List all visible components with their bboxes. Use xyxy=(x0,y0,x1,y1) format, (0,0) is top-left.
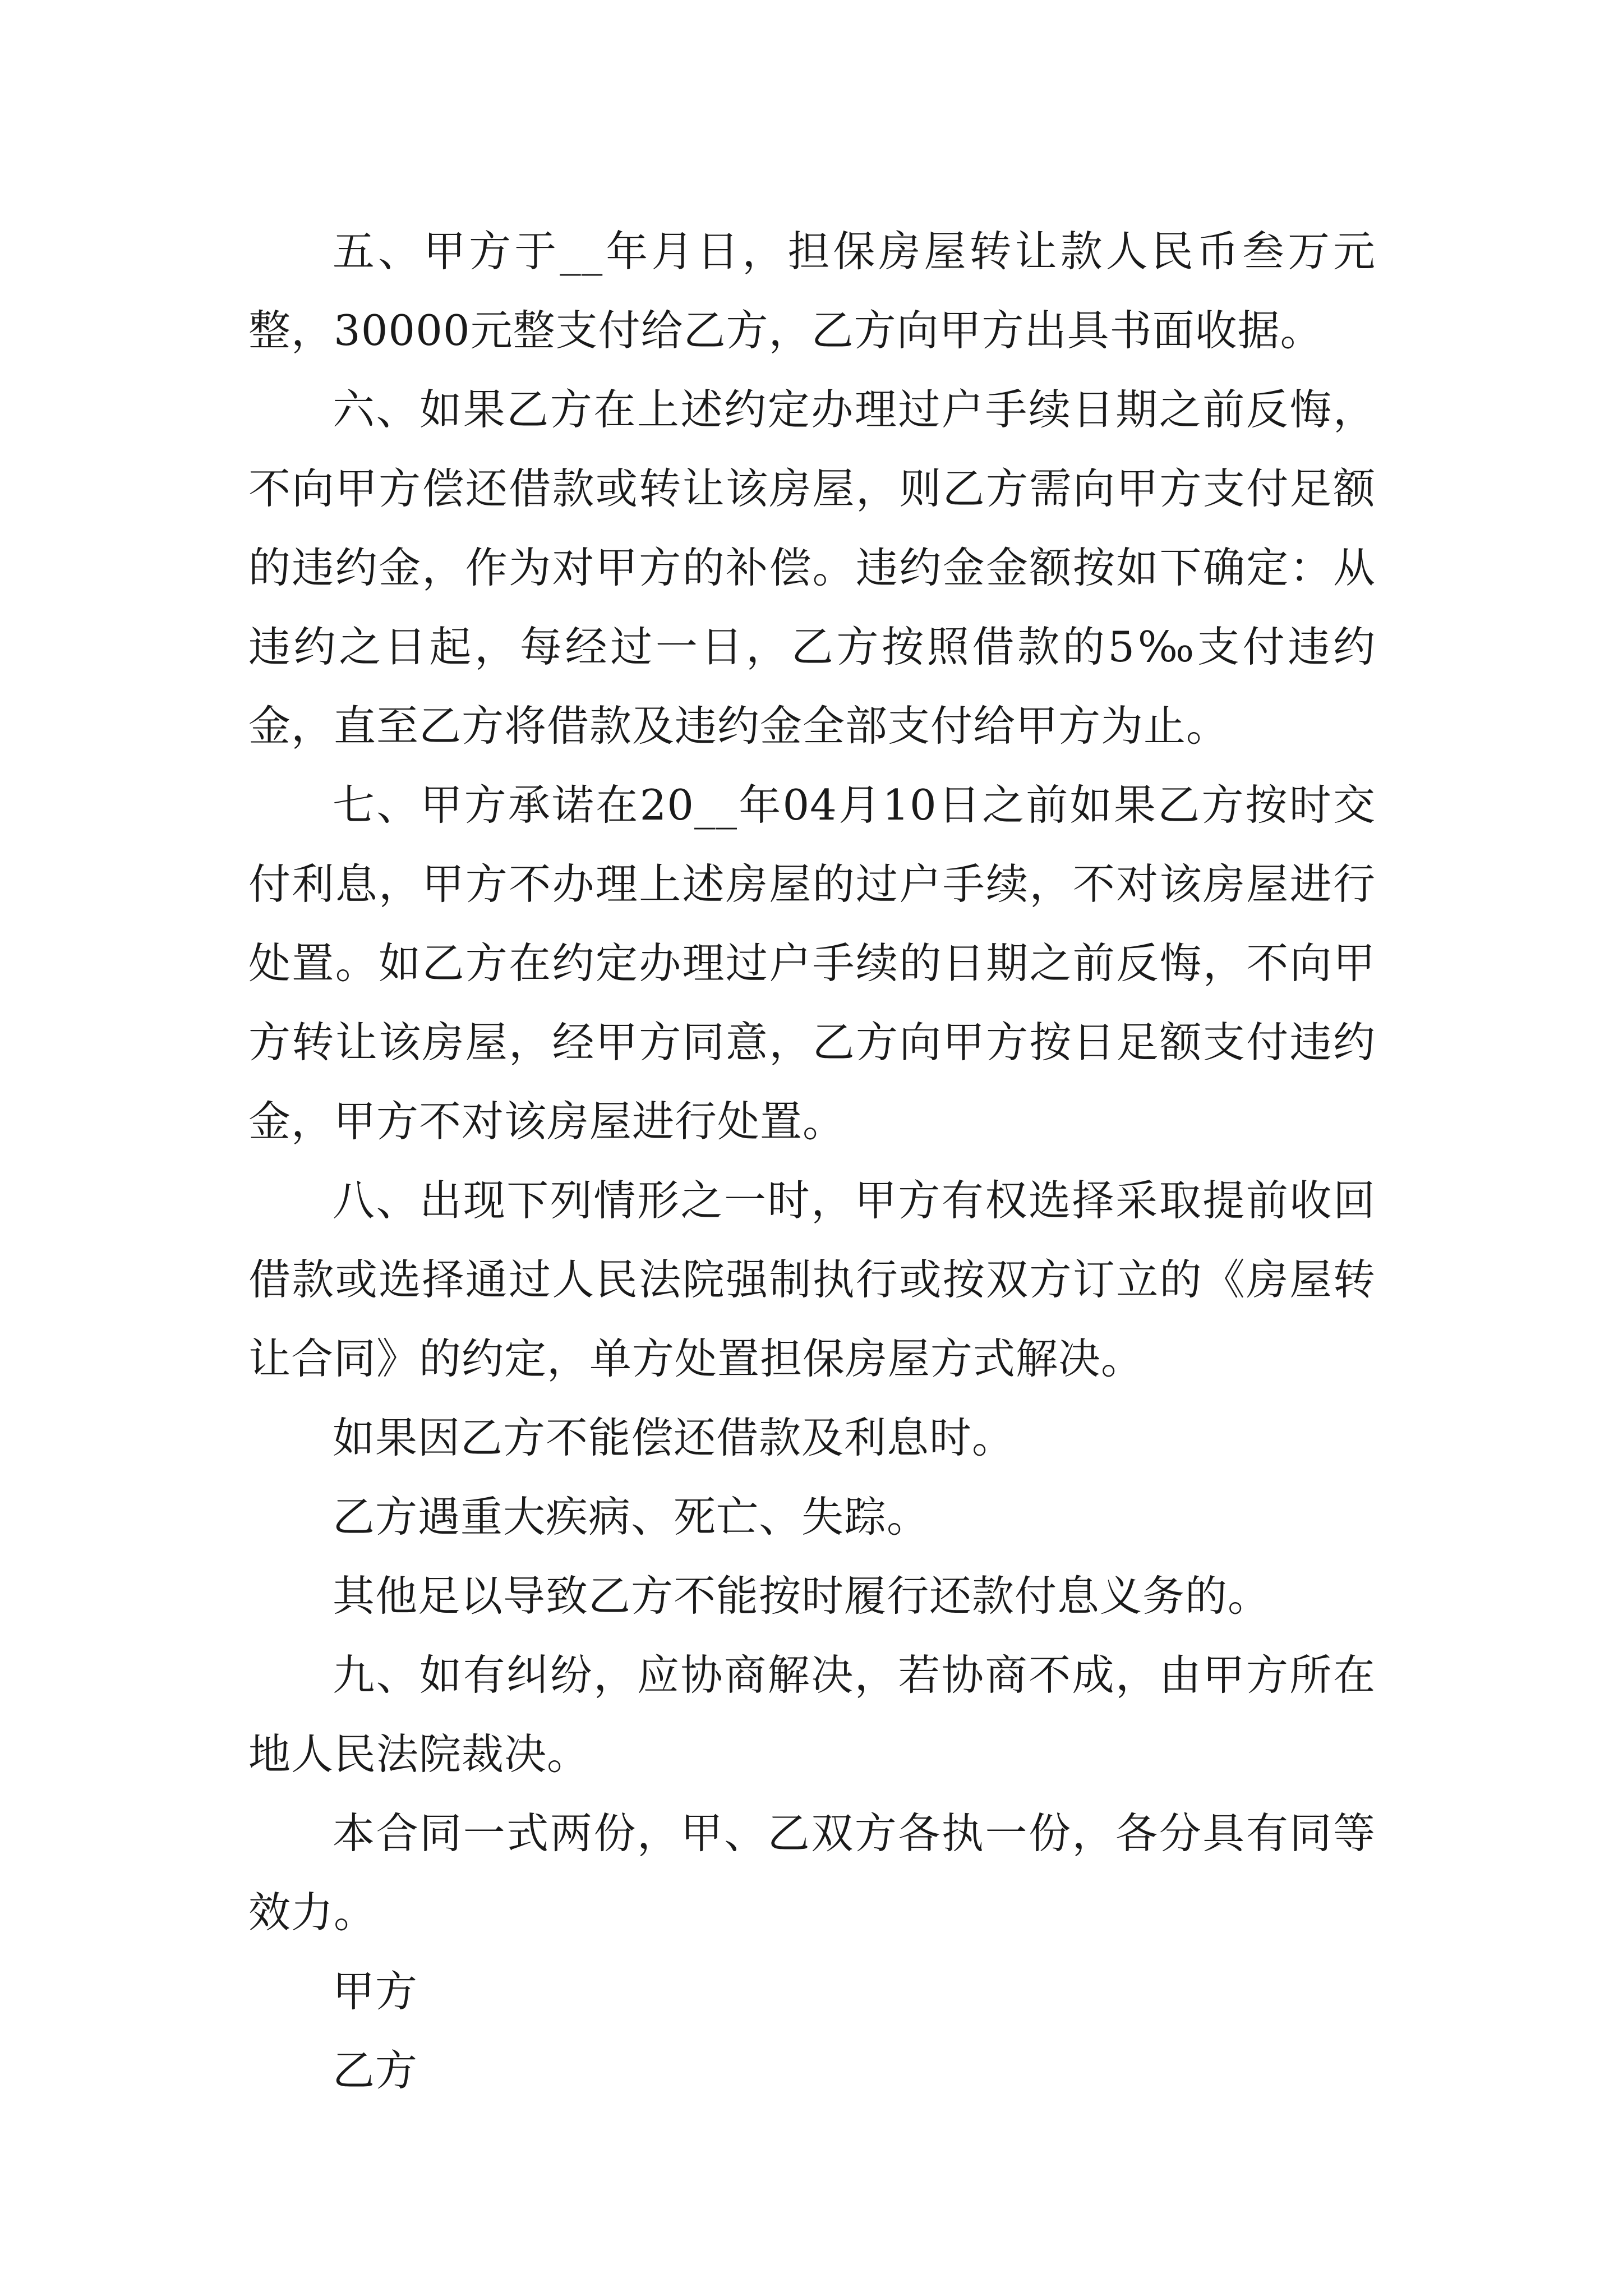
copies-clause: 本合同一式两份，甲、乙双方各执一份，各分具有同等效力。 xyxy=(248,1809,1376,1937)
clause-eight-item-2: 乙方遇重大疾病、死亡、失踪。 xyxy=(333,1492,930,1542)
clause-eight-item-1: 如果因乙方不能偿还借款及利息时。 xyxy=(333,1413,1015,1462)
clause-eight: 八、出现下列情形之一时，甲方有权选择采取提前收回借款或选择通过人民法院强制执行或按双方订立的《房屋转让合同》的约定，单方处置担保房屋方式解决。 xyxy=(248,1176,1376,1383)
party-a-signature: 甲方 xyxy=(333,1967,418,2016)
document-body xyxy=(248,212,1376,2110)
clause-eight-item-3: 其他足以导致乙方不能按时履行还款付息义务的。 xyxy=(333,1571,1271,1621)
party-b-signature: 乙方 xyxy=(333,2046,418,2095)
clause-five: 五、甲方于__年月日，担保房屋转让款人民币叁万元整，30000元整支付给乙方，乙方向甲方出具书面收据。 xyxy=(248,227,1376,355)
clause-seven: 七、甲方承诺在20__年04月10日之前如果乙方按时交付利息，甲方不办理上述房屋的过户手续，不对该房屋进行处置。如乙方在约定办理过户手续的日期之前反悔，不向甲方转让该房屋，经甲方同意，乙方向甲方按日足额支付违约金，甲方不对该房屋进行处置。 xyxy=(248,780,1376,1146)
clause-nine: 九、如有纠纷，应协商解决，若协商不成，由甲方所在地人民法院裁决。 xyxy=(248,1650,1376,1779)
clause-six: 六、如果乙方在上述约定办理过户手续日期之前反悔，不向甲方偿还借款或转让该房屋，则乙方需向甲方支付足额的违约金，作为对甲方的补偿。违约金金额按如下确定：从违约之日起，每经过一日，乙方按照借款的5‰支付违约金，直至乙方将借款及违约金全部支付给甲方为止。 xyxy=(248,385,1376,751)
